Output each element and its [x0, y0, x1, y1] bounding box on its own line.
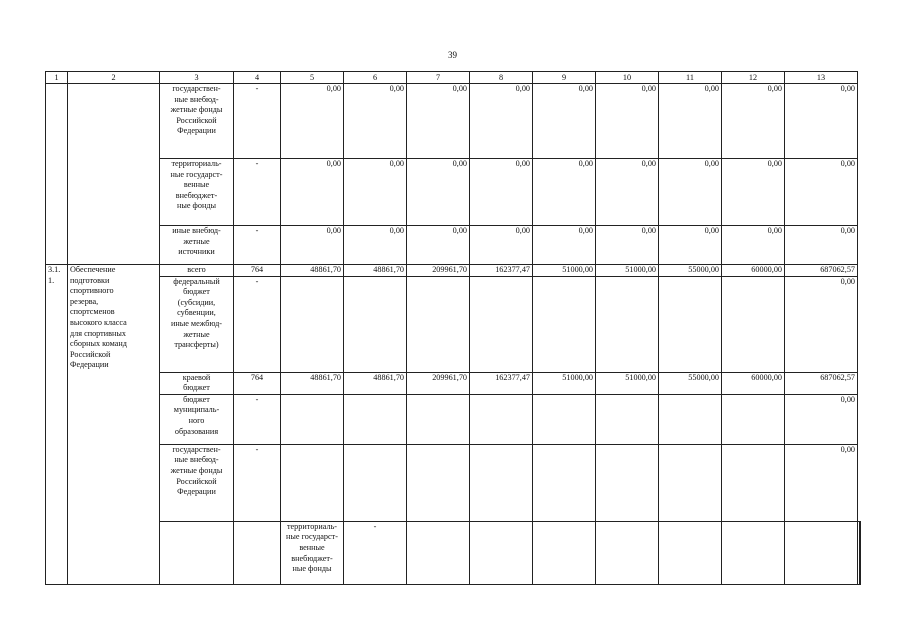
value-cell: 209961,70	[407, 372, 470, 394]
value-cell: 48861,70	[344, 372, 407, 394]
value-cell: 0,00	[533, 84, 596, 159]
item-number-line: 1.	[48, 275, 55, 285]
column-header: 5	[281, 72, 344, 84]
value-cell: 0,00	[344, 84, 407, 159]
source-line: государствен-	[172, 84, 221, 93]
funding-source-cell	[160, 84, 234, 159]
column-header: 7	[407, 72, 470, 84]
value-cell: 0,00	[533, 226, 596, 265]
code-cell: -	[234, 394, 281, 444]
source-line: жетные фонды	[170, 105, 223, 115]
value-cell: 51000,00	[596, 265, 659, 277]
source-line: территориаль-	[171, 159, 222, 168]
source-line: жетные	[183, 329, 210, 339]
value-cell	[470, 276, 533, 372]
table-row	[46, 159, 861, 226]
page-number: 39	[448, 50, 457, 60]
source-line: федеральный	[173, 276, 220, 286]
value-cell: 0,00	[344, 226, 407, 265]
value-cell: 0,00	[722, 226, 785, 265]
source-line: Российской	[176, 476, 217, 486]
total-cell: 0,00	[785, 394, 858, 444]
value-cell: 0,00	[722, 84, 785, 159]
source-line: государствен-	[172, 444, 221, 454]
code-cell: -	[234, 84, 281, 159]
code-cell: -	[234, 444, 281, 521]
value-cell: 0,00	[470, 84, 533, 159]
value-cell: 0,00	[470, 159, 533, 226]
source-line: внебюджет-	[291, 553, 333, 563]
total-cell	[859, 521, 861, 584]
value-cell: 0,00	[596, 226, 659, 265]
value-cell	[281, 394, 344, 444]
source-line: ные внебюд-	[174, 94, 219, 104]
source-line: иные внебюд-	[172, 226, 221, 235]
value-cell	[533, 276, 596, 372]
value-cell: 55000,00	[659, 372, 722, 394]
value-cell: 0,00	[533, 159, 596, 226]
value-cell: 0,00	[470, 226, 533, 265]
table-row	[46, 394, 861, 444]
empty-number-cell	[160, 521, 234, 584]
source-line: трансферты)	[174, 340, 219, 350]
source-line: Федерации	[177, 487, 216, 497]
item-name-cell	[68, 265, 160, 585]
funding-source-cell	[160, 372, 234, 394]
value-cell	[659, 276, 722, 372]
code-cell: -	[234, 276, 281, 372]
value-cell: 0,00	[659, 159, 722, 226]
value-cell	[344, 394, 407, 444]
value-cell: 162377,47	[470, 372, 533, 394]
source-line: ного	[188, 415, 205, 425]
column-header: 10	[596, 72, 659, 84]
value-cell	[596, 521, 659, 584]
value-cell	[785, 521, 858, 584]
source-line: венные	[183, 180, 210, 190]
value-cell: 51000,00	[533, 372, 596, 394]
source-line: ные внебюд-	[174, 455, 219, 465]
source-line: муниципаль-	[173, 405, 220, 415]
total-cell: 0,00	[785, 159, 858, 226]
value-cell: 60000,00	[722, 265, 785, 277]
code-cell: -	[234, 226, 281, 265]
empty-name-cell	[234, 521, 281, 584]
source-line: краевой	[182, 372, 211, 382]
value-cell	[470, 521, 533, 584]
value-cell: 0,00	[722, 159, 785, 226]
table-row	[46, 521, 861, 584]
source-line: образования	[174, 426, 219, 436]
value-cell: 0,00	[407, 226, 470, 265]
total-cell: 687062,57	[785, 265, 858, 277]
total-cell: 687062,57	[785, 372, 858, 394]
source-line: бюджет	[183, 287, 210, 297]
item-name-line: Обеспечение	[70, 265, 116, 274]
value-cell: 55000,00	[659, 265, 722, 277]
code-cell: 764	[234, 265, 281, 277]
column-header: 1	[46, 72, 68, 84]
item-name-line: сборных команд	[70, 339, 127, 349]
column-header: 13	[785, 72, 858, 84]
value-cell: 0,00	[407, 84, 470, 159]
value-cell	[407, 394, 470, 444]
value-cell	[722, 444, 785, 521]
column-header: 3	[160, 72, 234, 84]
value-cell	[533, 444, 596, 521]
value-cell: 209961,70	[407, 265, 470, 277]
value-cell: 0,00	[281, 226, 344, 265]
value-cell	[281, 276, 344, 372]
item-name-line: высокого класса	[70, 317, 127, 327]
empty-name-cell	[68, 84, 160, 265]
table-row	[46, 276, 861, 372]
column-header: 12	[722, 72, 785, 84]
value-cell	[722, 394, 785, 444]
source-line: внебюджет-	[175, 190, 218, 200]
value-cell: 0,00	[596, 84, 659, 159]
value-cell: 51000,00	[533, 265, 596, 277]
source-line: жетные фонды	[170, 465, 223, 475]
value-cell	[344, 276, 407, 372]
funding-source-cell	[160, 276, 234, 372]
source-line: иные межбюд-	[170, 318, 223, 328]
value-cell: 51000,00	[596, 372, 659, 394]
item-name-line: резерва,	[70, 296, 99, 306]
source-line: всего	[187, 265, 206, 274]
item-number-line: 3.1.	[48, 265, 61, 274]
value-cell	[722, 276, 785, 372]
table-row	[46, 84, 861, 159]
code-cell: -	[344, 521, 407, 584]
item-name-line: спортсменов	[70, 307, 115, 317]
item-name-line: Российской	[70, 349, 111, 359]
column-header: 4	[234, 72, 281, 84]
total-cell: 0,00	[785, 444, 858, 521]
funding-source-cell	[160, 226, 234, 265]
value-cell	[407, 444, 470, 521]
value-cell	[470, 394, 533, 444]
source-line: Федерации	[177, 126, 216, 136]
source-line: источники	[178, 247, 215, 257]
source-line: ные фонды	[292, 564, 332, 574]
column-header: 2	[68, 72, 160, 84]
header-row	[46, 72, 861, 84]
value-cell	[407, 276, 470, 372]
value-cell: 162377,47	[470, 265, 533, 277]
table-row	[46, 265, 861, 277]
source-line: ные государст-	[170, 169, 223, 179]
source-line: бюджет	[183, 394, 210, 404]
total-cell: 0,00	[785, 84, 858, 159]
column-header: 11	[659, 72, 722, 84]
funding-source-cell	[160, 444, 234, 521]
table-row	[46, 444, 861, 521]
value-cell: 48861,70	[281, 372, 344, 394]
item-name-line: для спортивных	[70, 328, 126, 338]
value-cell: 0,00	[281, 84, 344, 159]
value-cell: 0,00	[344, 159, 407, 226]
value-cell: 48861,70	[344, 265, 407, 277]
funding-source-cell	[160, 265, 234, 277]
item-name-line: спортивного	[70, 286, 114, 296]
value-cell	[659, 521, 722, 584]
source-line: Российской	[176, 115, 217, 125]
code-cell: 764	[234, 372, 281, 394]
value-cell	[596, 444, 659, 521]
source-line: субвенции,	[177, 308, 216, 318]
funding-source-cell	[160, 394, 234, 444]
value-cell	[407, 521, 470, 584]
item-name-line: Федерации	[70, 360, 109, 370]
source-line: (субсидии,	[177, 297, 216, 307]
funding-source-cell	[160, 159, 234, 226]
value-cell	[659, 444, 722, 521]
value-cell	[596, 394, 659, 444]
value-cell: 0,00	[659, 226, 722, 265]
value-cell: 0,00	[659, 84, 722, 159]
value-cell: 0,00	[596, 159, 659, 226]
value-cell	[281, 444, 344, 521]
source-line: бюджет	[183, 383, 210, 393]
empty-number-cell	[46, 84, 68, 265]
value-cell	[533, 521, 596, 584]
value-cell: 0,00	[407, 159, 470, 226]
column-header: 6	[344, 72, 407, 84]
total-cell: 0,00	[785, 226, 858, 265]
value-cell	[722, 521, 785, 584]
value-cell	[470, 444, 533, 521]
column-header: 8	[470, 72, 533, 84]
value-cell	[533, 394, 596, 444]
item-number-cell	[46, 265, 68, 585]
table-row	[46, 226, 861, 265]
code-cell: -	[234, 159, 281, 226]
source-line: венные	[299, 542, 325, 552]
budget-table	[45, 71, 861, 585]
value-cell	[344, 444, 407, 521]
table-row	[46, 372, 861, 394]
value-cell: 48861,70	[281, 265, 344, 277]
total-cell: 0,00	[785, 276, 858, 372]
source-line: территориаль-	[286, 521, 338, 531]
column-header: 9	[533, 72, 596, 84]
source-line: ные государст-	[286, 532, 338, 542]
value-cell: 60000,00	[722, 372, 785, 394]
value-cell	[659, 394, 722, 444]
value-cell	[596, 276, 659, 372]
funding-source-cell	[281, 521, 344, 584]
item-name-line: подготовки	[70, 275, 110, 285]
value-cell: 0,00	[281, 159, 344, 226]
source-line: жетные	[183, 236, 210, 246]
source-line: ные фонды	[176, 201, 216, 211]
